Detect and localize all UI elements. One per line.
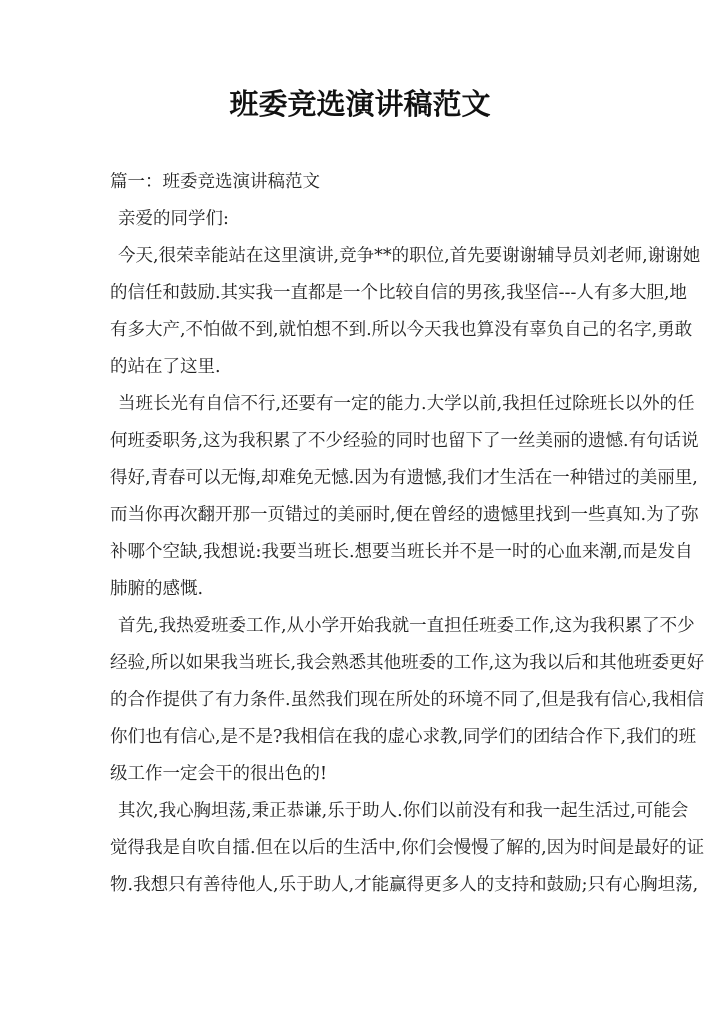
paragraph-line: 的信任和鼓励.其实我一直都是一个比较自信的男孩,我坚信---人有多大胆,地 (110, 283, 687, 303)
paragraph-line: 的合作提供了有力条件.虽然我们现在所处的环境不同了,但是我有信心,我相信 (110, 690, 705, 710)
paragraph-line: 的站在了这里. (110, 357, 221, 377)
paragraph-line: 其次,我心胸坦荡,秉正恭谦,乐于助人.你们以前没有和我一起生活过,可能会 (118, 801, 689, 821)
paragraph (110, 608, 705, 793)
paragraph-line: 首先,我热爱班委工作,从小学开始我就一直担任班委工作,这为我积累了不少 (118, 616, 695, 636)
paragraph (110, 386, 699, 608)
paragraph-line: 经验,所以如果我当班长,我会熟悉其他班委的工作,这为我以后和其他班委更好 (110, 653, 705, 673)
paragraph-line: 今天,很荣幸能站在这里演讲,竞争**的职位,首先要谢谢辅导员刘老师,谢谢她 (118, 246, 701, 266)
paragraph-line: 有多大产,不怕做不到,就怕想不到.所以今天我也算没有辜负自己的名字,勇敢 (110, 320, 693, 340)
document-title: 班委竞选演讲稿范文 (229, 87, 491, 121)
paragraph-line: 得好,青春可以无悔,却难免无憾.因为有遗憾,我们才生活在一种错过的美丽里, (110, 468, 698, 488)
paragraph-line: 物.我想只有善待他人,乐于助人,才能赢得更多人的支持和鼓励;只有心胸坦荡, (110, 875, 699, 895)
paragraph-line: 级工作一定会干的很出色的! (110, 764, 328, 784)
paragraph-line: 觉得我是自吹自擂.但在以后的生活中,你们会慢慢了解的,因为时间是最好的证 (110, 838, 705, 858)
greeting: 亲爱的同学们: (118, 209, 229, 229)
paragraphs (110, 238, 705, 904)
document-body (110, 164, 705, 904)
section-heading: 篇一：班委竞选演讲稿范文 (110, 172, 320, 192)
paragraph-line: 而当你再次翻开那一页错过的美丽时,便在曾经的遗憾里找到一些真知.为了弥 (110, 505, 699, 525)
paragraph-line: 当班长光有自信不行,还要有一定的能力.大学以前,我担任过除班长以外的任 (118, 394, 695, 414)
paragraph (110, 238, 701, 386)
paragraph-line: 肺腑的感慨. (110, 579, 204, 599)
paragraph (110, 793, 705, 904)
paragraph-line: 何班委职务,这为我积累了不少经验的同时也留下了一丝美丽的遗憾.有句话说 (110, 431, 699, 451)
paragraph-line: 你们也有信心,是不是?我相信在我的虚心求教,同学们的团结合作下,我们的班 (110, 727, 697, 747)
paragraph-line: 补哪个空缺,我想说:我要当班长.想要当班长并不是一时的心血来潮,而是发自 (110, 542, 693, 562)
